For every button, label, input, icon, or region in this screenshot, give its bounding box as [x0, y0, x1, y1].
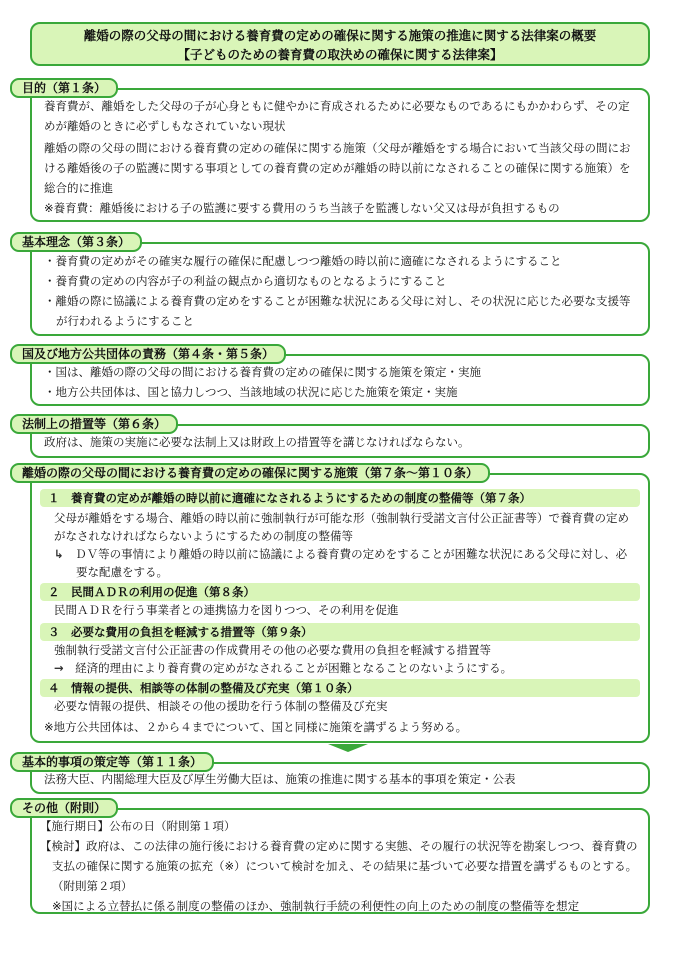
measure-text-4: 必要な情報の提供、相談その他の援助を行う体制の整備及び充実: [54, 699, 388, 713]
purpose-paragraph-2: 離婚の際の父母の間における養育費の定めの確保に関する施策（父母が離婚をする場合において当該父母の間における離婚後の子の監護に関する事項としての養育費の定めが離婚の時以前になされることの確保に関する施策）を総合的に推進: [44, 141, 631, 195]
measure-text-2: 民間ＡＤＲを行う事業者との連携協力を図りつつ、その利用を促進: [54, 603, 399, 617]
principle-section: [30, 242, 650, 336]
right-arrow-icon: →: [54, 661, 64, 675]
other-tag: その他（附則）: [10, 798, 118, 818]
purpose-paragraph-1: 養育費が、離婚をした父母の子が心身ともに健やかに育成されるために必要なものであるにもかかわらず、その定めが離婚のときに必ずしもなされていない現状: [44, 99, 630, 133]
other-review: 【検討】政府は、この法律の施行後における養育費の定めに関する実態、その履行の状況等を勘案しつつ、養育費の支払の確保に関する施策の拡充（※）について検討を加え、その結果に基づいて必要な措置を講ずるものとする。（附則第２項）: [40, 839, 638, 893]
duties-item-2: ・地方公共団体は、国と協力しつつ、当該地域の状況に応じた施策を策定・実施: [44, 385, 458, 399]
document-title: [30, 22, 650, 66]
principle-item-3: ・離婚の際に協議による養育費の定めをすることが困難な状況にある父母に対し、その状況に応じた必要な支援等が行われるようにすること: [44, 294, 631, 328]
measure-text-3a: 強制執行受諾文言付公正証書の作成費用その他の必要な費用の負担を軽減する措置等: [54, 643, 491, 657]
other-note: ※国による立替払に係る制度の整備のほか、強制執行手続の利便性の向上のための制度の整備等を想定: [52, 899, 580, 913]
measure-text-3b: 経済的理由により養育費の定めがなされることが困難となることのないようにする。: [75, 661, 513, 675]
measures-section: [30, 473, 650, 743]
purpose-note: ※養育費：離婚後における子の監護に要する費用のうち当該子を監護しない父又は母が負担するもの: [44, 201, 560, 215]
title-line-2: 【子どものための養育費の取決めの確保に関する法律案】: [177, 47, 503, 62]
measure-text-1b-row: [54, 545, 638, 581]
other-effective-date: 【施行期日】公布の日（附則第１項）: [40, 819, 236, 833]
principle-tag: 基本理念（第３条）: [10, 232, 142, 252]
measure-heading-2: ２ 民間ＡＤＲの利用の促進（第８条）: [40, 583, 640, 601]
legal-text: 政府は、施策の実施に必要な法制上又は財政上の措置等を講じなければならない。: [44, 435, 470, 449]
basic-text: 法務大臣、内閣総理大臣及び厚生労働大臣は、施策の推進に関する基本的事項を策定・公表: [44, 772, 516, 786]
legal-tag: 法制上の措置等（第６条）: [10, 414, 178, 434]
measure-heading-4: ４ 情報の提供、相談等の体制の整備及び充実（第１０条）: [40, 679, 640, 697]
title-line-1: 離婚の際の父母の間における養育費の定めの確保に関する施策の推進に関する法律案の概要: [83, 28, 597, 43]
measures-note: ※地方公共団体は、２から４までについて、国と同様に施策を講ずるよう努める。: [44, 720, 468, 734]
measure-text-1b: ＤＶ等の事情により離婚の時以前に協議による養育費の定めをすることが困難な状況にある父母に対し、必要な配慮をする。: [75, 547, 628, 579]
duties-tag: 国及び地方公共団体の責務（第４条・第５条）: [10, 344, 286, 364]
duties-item-1: ・国は、離婚の際の父母の間における養育費の定めの確保に関する施策を策定・実施: [44, 365, 481, 379]
measures-tag: 離婚の際の父母の間における養育費の定めの確保に関する施策（第７条～第１０条）: [10, 463, 490, 483]
measure-heading-1: １ 養育費の定めが離婚の時以前に適確になされるようにするための制度の整備等（第７条）: [40, 489, 640, 507]
flow-arrow-down-icon: [328, 744, 368, 752]
principle-item-2: ・養育費の定めの内容が子の利益の観点から適切なものとなるようにすること: [44, 274, 447, 288]
principle-item-1: ・養育費の定めがその確実な履行の確保に配慮しつつ離婚の時以前に適確になされるようにすること: [44, 254, 562, 268]
measure-text-3b-row: [54, 659, 638, 677]
measure-heading-3: ３ 必要な費用の負担を軽減する措置等（第９条）: [40, 623, 640, 641]
purpose-tag: 目的（第１条）: [10, 78, 118, 98]
return-arrow-icon: ↳: [54, 547, 64, 561]
other-section: [30, 808, 650, 914]
purpose-section: [30, 88, 650, 222]
basic-tag: 基本的事項の策定等（第１１条）: [10, 752, 214, 772]
measure-text-1a: 父母が離婚をする場合、離婚の時以前に強制執行が可能な形（強制執行受諾文言付公正証書等）で養育費の定めがなされなければならないようにするための制度の整備等: [54, 511, 629, 543]
